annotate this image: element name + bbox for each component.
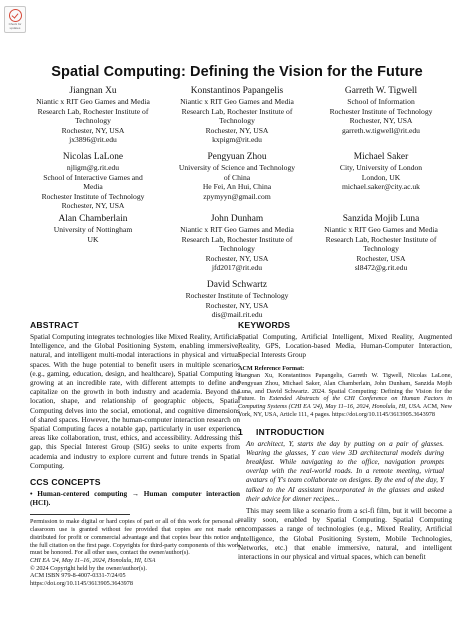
acm-ref-citation: Jiangnan Xu, Konstantinos Papangelis, Garreth W. Tigwell, Nicolas LaLone, Pengyuan Zhou, Michael Saker, Alan Chamberlain, John Dunham, Sanzida Mojib Luna, and David Schwartz. 2024. Spatial Computing: Defining the Vision for the Future. In (238, 372, 452, 403)
author-affiliation-line: Technology (363, 244, 399, 254)
author-email: dis@mail.rit.edu (211, 310, 263, 320)
author-location: He Fei, An Hui, China (202, 182, 272, 192)
author-card (18, 86, 168, 145)
author-affiliation-line: Niantic x RIT Geo Games and Media (36, 97, 150, 106)
author-card (306, 214, 456, 273)
badge-label: Check for updates (8, 22, 22, 30)
author-affiliation-line: Rochester Institute of Technology (41, 191, 145, 201)
author-card (162, 152, 312, 201)
permission-venue: CHI EA '24, May 11–16, 2024, Honolulu, HI, USA (30, 556, 156, 564)
author-email: jfd2017@rit.edu (211, 263, 263, 273)
author-affiliation-line: of China (223, 172, 251, 182)
permission-text: Permission to make digital or hard copies of part or all of this work for personal or classroom use is granted without fee provided that copies are not made or distributed for profit or commercial advantage and that copies bear this notice and the full citation on the first page. Copyrights for third-party components of this work must be honored. For all other uses, contact the owner/author(s). (30, 518, 240, 557)
author-name: Sanzida Mojib Luna (342, 214, 420, 224)
author-affiliation-line: Research Lab, Rochester Institute of (37, 106, 149, 116)
author-affiliation-line: Niantic x RIT Geo Games and Media (324, 225, 438, 234)
author-affiliation-line: Media (83, 182, 103, 192)
intro-heading (238, 427, 452, 437)
author-affiliation-line: Technology (75, 116, 111, 126)
left-column (30, 320, 240, 588)
author-name: Alan Chamberlain (58, 214, 128, 224)
acm-ref-doi[interactable]: ACM, New York, NY, USA, Article 111, 4 pages. https://doi.org/10.1145/3613905.3643978 (238, 403, 452, 418)
author-name: Konstantinos Papangelis (190, 86, 284, 96)
author-location: Rochester, NY, USA (205, 125, 269, 135)
permission-doi-link[interactable]: https://doi.org/10.1145/3613905.3643978 (30, 580, 133, 588)
author-affiliation-line: Research Lab, Rochester Institute of (181, 106, 293, 116)
author-affiliation-line: University of Nottingham (53, 225, 133, 234)
acm-ref-label: ACM Reference Format: (238, 364, 305, 372)
intro-paragraph: This may seem like a scenario from a sci-fi film, but it will become a reality soon, enabled by Spatial Computing. Spatial Computing encompasses a range of technologies (e.g., Mixed Reality, Artificial Intelligence, the Global Positioning System, Mobile Technologies, Networks, etc.) that enable immersive, natural, and intelligent interactions in our physical and virtual spaces, which can benefit (238, 506, 452, 561)
author-affiliation-line: Technology (219, 244, 255, 254)
footnote-rule (30, 514, 130, 515)
author-name: Pengyuan Zhou (207, 152, 267, 162)
author-location: UK (87, 234, 99, 244)
author-location: Rochester, NY, USA (205, 300, 269, 310)
author-card (306, 152, 456, 192)
abstract-text: Spatial Computing integrates technologies like Mixed Reality, Artificial Intelligence, and the Global Positioning System, enabling immersive, natural, and intelligent multi-modal interactions in physical and virtual spaces. With the huge potential to benefit users in multiple scenarios (e.g., gaming, education, design, and healthcare), Spatial Computing is growing at an incredible rate, with different attempts to define and capitalize on the growth in both industry and academia. Beyond the location, shape, and relationship of geographic objects, Spatial Computing delves into the social, emotional, and cognitive dimensions of shared spaces. However, the human-computer interaction research on Spatial Computing faces a notable gap, particularly in user experience areas like collaboration, trust, ethics, and accessibility. Addressing this gap, this Special Interest Group (SIG) seeks to unite experts from academia and industry to explore current and future trends in Spatial Computing. (30, 333, 240, 470)
acm-ref-venue: Extended Abstracts of the CHI Conference on Human Factors in Computing Systems (CHI EA '24), May 11–16, 2024, Honolulu, HI, USA. (238, 395, 452, 411)
author-card (306, 86, 456, 135)
paper-title: Spatial Computing: Defining the Vision for the Future (51, 64, 423, 80)
author-name: Garreth W. Tigwell (344, 86, 418, 96)
acm-ref-text (238, 372, 452, 418)
author-affiliation-line: Technology (219, 116, 255, 126)
abstract-heading: ABSTRACT (30, 320, 79, 330)
ccs-bullet: • (30, 490, 33, 499)
ccs-item (30, 490, 240, 508)
intro-scenario-quote: An architect, Y, starts the day by putting on a pair of glasses. Wearing the glasses, Y can view 3D architectural models during breakfast. While navigating to the office, navigation prompts overlap with the real-world roads. In a remote meeting, virtual avatars of Y's team collaborate on designs. By the end of the day, Y talked to the AI assistant incorporated in the glasses and asked their advice for dinner recipes... (246, 439, 444, 503)
author-location: Rochester, USA (356, 253, 406, 263)
author-email: michael.saker@city.ac.uk (342, 182, 420, 192)
section-number: 1 (238, 426, 243, 437)
author-card (162, 214, 312, 273)
check-for-updates-badge[interactable] (4, 6, 26, 33)
author-email: garreth.w.tigwell@rit.edu (342, 125, 420, 135)
intro-heading-text: INTRODUCTION (256, 426, 325, 437)
author-name: Nicolas LaLone (62, 152, 124, 162)
author-card (162, 280, 312, 320)
keywords-text: Spatial Computing, Artificial Intelligent, Mixed Reality, Augmented Reality, GPS, Location-based Media, Human-Computer Interaction, Special Interests Group (238, 333, 452, 360)
permission-copyright: © 2024 Copyright held by the owner/author(s). (30, 564, 147, 572)
author-affiliation-line: School of Interactive Games and (43, 172, 143, 182)
author-email: zpymyyn@gmail.com (203, 191, 271, 201)
author-name: Michael Saker (353, 152, 409, 162)
author-card (18, 152, 168, 211)
author-affiliation-line: City, University of London (339, 163, 423, 172)
author-email: njligm@g.rit.edu (66, 163, 120, 172)
author-affiliation-line: Rochester Institute of Technology (185, 291, 289, 300)
author-email: sl8472@g.rit.edu (354, 263, 408, 273)
author-name: David Schwartz (206, 280, 268, 290)
ccs-heading: CCS CONCEPTS (30, 477, 101, 488)
author-affiliation-line: School of Information (347, 97, 415, 106)
permission-isbn: ACM ISBN 979-8-4007-0331-7/24/05 (30, 572, 126, 580)
author-location: London, UK (361, 172, 401, 182)
ccs-item-text: Human-centered computing → Human computer interaction (HCI). (30, 490, 240, 508)
author-location: Rochester, NY, USA (205, 253, 269, 263)
right-column (238, 320, 452, 562)
author-location: Rochester, NY, USA (349, 116, 413, 126)
author-location: Rochester, NY, USA (61, 125, 125, 135)
author-affiliation-line: University of Science and Technology (178, 163, 296, 172)
author-affiliation-line: Research Lab, Rochester Institute of (325, 234, 437, 244)
author-affiliation-line: Niantic x RIT Geo Games and Media (180, 97, 294, 106)
author-location: Rochester, NY, USA (61, 201, 125, 211)
author-affiliation-line: Niantic x RIT Geo Games and Media (180, 225, 294, 234)
author-affiliation-line: Rochester Institute of Technology (329, 106, 433, 116)
author-name: John Dunham (210, 214, 264, 224)
author-affiliation-line: Research Lab, Rochester Institute of (181, 234, 293, 244)
author-card (162, 86, 312, 145)
author-card (18, 214, 168, 244)
author-email: kxpigm@rit.edu (212, 135, 262, 145)
author-name: Jiangnan Xu (69, 86, 117, 96)
keywords-heading: KEYWORDS (238, 320, 291, 330)
check-icon (9, 9, 22, 22)
author-email: jx3896@rit.edu (69, 135, 117, 145)
